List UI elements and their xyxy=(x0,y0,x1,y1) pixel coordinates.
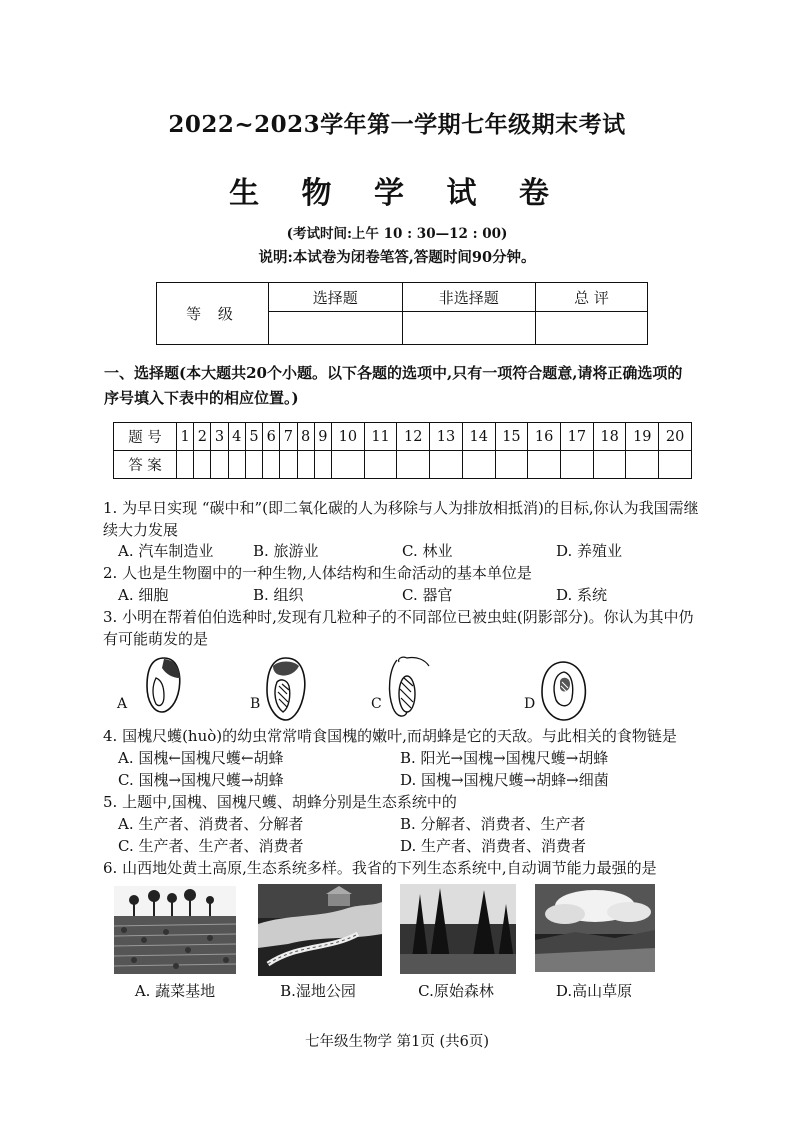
answer-row-num-label: 题 号 xyxy=(114,423,177,451)
exam-time: (考试时间:上午 10 : 30—12 : 00) xyxy=(286,226,508,242)
seed-a-figure xyxy=(144,656,184,714)
question-3-stem: 3. 小明在帮着伯伯选种时,发现有几粒种子的不同部位已被虫蛀(阴影部分)。你认为其中仍有可能萌发的是 xyxy=(103,608,694,648)
section-intro: 一、选择题(本大题共20个小题。以下各题的选项中,只有一项符合题意,请将正确选项的序号填入下表中的相应位置。) xyxy=(104,364,683,407)
answer-table xyxy=(113,422,692,479)
answer-cell-2[interactable] xyxy=(194,451,211,479)
question-2-stem: 2. 人也是生物圈中的一种生物,人体结构和生命活动的基本单位是 xyxy=(103,564,532,582)
answer-cell-6[interactable] xyxy=(263,451,280,479)
answer-cell-10[interactable] xyxy=(331,451,364,479)
photo-vegetable-base xyxy=(114,886,236,974)
photo-primeval-forest xyxy=(400,884,516,974)
q1-option-b: B. 旅游业 xyxy=(253,542,319,560)
grade-label: 等 级 xyxy=(157,283,269,345)
grade-cell-total[interactable] xyxy=(536,312,648,345)
question-number-17: 17 xyxy=(561,423,594,451)
question-number-18: 18 xyxy=(593,423,626,451)
answer-cell-17[interactable] xyxy=(561,451,594,479)
seed-a-label: A xyxy=(117,696,128,712)
question-number-2: 2 xyxy=(194,423,211,451)
subject-title: 生 物 学 试 卷 xyxy=(229,176,565,211)
question-number-5: 5 xyxy=(245,423,262,451)
question-5-stem: 5. 上题中,国槐、国槐尺蠖、胡蜂分别是生态系统中的 xyxy=(103,793,457,811)
question-1-stem: 1. 为早日实现 “碳中和”(即二氧化碳的人为移除与人为排放相抵消)的目标,你认为我国需继续大力发展 xyxy=(103,499,699,539)
question-number-14: 14 xyxy=(462,423,495,451)
question-number-8: 8 xyxy=(297,423,314,451)
q5-option-c: C. 生产者、生产者、消费者 xyxy=(118,837,304,855)
question-number-20: 20 xyxy=(659,423,692,451)
q2-option-d: D. 系统 xyxy=(556,586,608,604)
question-number-19: 19 xyxy=(626,423,659,451)
answer-cell-9[interactable] xyxy=(314,451,331,479)
answer-row-ans-label: 答 案 xyxy=(114,451,177,479)
answer-cell-12[interactable] xyxy=(397,451,430,479)
question-number-16: 16 xyxy=(528,423,561,451)
seed-d-figure xyxy=(538,660,590,722)
answer-cell-20[interactable] xyxy=(659,451,692,479)
seed-d-label: D xyxy=(524,696,536,712)
q1-option-d: D. 养殖业 xyxy=(556,542,623,560)
page-footer: 七年级生物学 第1页 (共6页) xyxy=(305,1034,489,1050)
question-number-7: 7 xyxy=(280,423,297,451)
seed-b-figure xyxy=(263,656,309,722)
grade-col-total: 总 评 xyxy=(536,283,648,312)
seed-b-label: B xyxy=(250,696,261,712)
grade-cell-nonchoice[interactable] xyxy=(402,312,536,345)
photo-b-caption: B.湿地公园 xyxy=(280,982,356,1000)
exam-title: 2022~2023学年第一学期七年级期末考试 xyxy=(168,111,626,138)
q2-option-b: B. 组织 xyxy=(253,586,304,604)
question-number-12: 12 xyxy=(397,423,430,451)
grade-col-choice: 选择题 xyxy=(268,283,402,312)
answer-cell-4[interactable] xyxy=(228,451,245,479)
question-4-stem: 4. 国槐尺蠖(huò)的幼虫常常啃食国槐的嫩叶,而胡蜂是它的天敌。与此相关的食物链是 xyxy=(103,727,677,745)
answer-cell-8[interactable] xyxy=(297,451,314,479)
answer-cell-19[interactable] xyxy=(626,451,659,479)
q2-option-a: A. 细胞 xyxy=(118,586,169,604)
question-number-3: 3 xyxy=(211,423,228,451)
q2-option-c: C. 器官 xyxy=(402,586,453,604)
exam-note: 说明:本试卷为闭卷笔答,答题时间90分钟。 xyxy=(258,249,536,266)
answer-cell-16[interactable] xyxy=(528,451,561,479)
q5-option-d: D. 生产者、消费者、消费者 xyxy=(400,837,587,855)
q5-option-a: A. 生产者、消费者、分解者 xyxy=(118,815,304,833)
photo-d-caption: D.高山草原 xyxy=(555,982,633,1000)
question-6-stem: 6. 山西地处黄土高原,生态系统多样。我省的下列生态系统中,自动调节能力最强的是 xyxy=(103,859,657,877)
answer-cell-13[interactable] xyxy=(430,451,463,479)
q1-option-c: C. 林业 xyxy=(402,542,453,560)
answer-cell-3[interactable] xyxy=(211,451,228,479)
question-number-11: 11 xyxy=(364,423,397,451)
seed-c-label: C xyxy=(371,696,382,712)
answer-cell-18[interactable] xyxy=(593,451,626,479)
q4-option-c: C. 国槐→国槐尺蠖→胡蜂 xyxy=(118,771,284,789)
question-number-4: 4 xyxy=(228,423,245,451)
answer-cell-7[interactable] xyxy=(280,451,297,479)
grade-col-nonchoice: 非选择题 xyxy=(402,283,536,312)
grade-cell-choice[interactable] xyxy=(268,312,402,345)
question-number-9: 9 xyxy=(314,423,331,451)
answer-cell-14[interactable] xyxy=(462,451,495,479)
photo-a-caption: A. 蔬菜基地 xyxy=(134,982,216,1000)
q4-option-d: D. 国槐→国槐尺蠖→胡蜂→细菌 xyxy=(400,771,609,789)
answer-cell-11[interactable] xyxy=(364,451,397,479)
answer-cell-1[interactable] xyxy=(177,451,194,479)
q1-option-a: A. 汽车制造业 xyxy=(118,542,214,560)
q5-option-b: B. 分解者、消费者、生产者 xyxy=(400,815,586,833)
answer-cell-5[interactable] xyxy=(245,451,262,479)
photo-wetland-park xyxy=(258,884,382,976)
question-number-15: 15 xyxy=(495,423,528,451)
seed-c-figure xyxy=(383,656,435,720)
photo-c-caption: C.原始森林 xyxy=(418,982,494,1000)
question-number-1: 1 xyxy=(177,423,194,451)
q4-option-b: B. 阳光→国槐→国槐尺蠖→胡蜂 xyxy=(400,749,609,767)
grade-table xyxy=(156,282,648,345)
q4-option-a: A. 国槐←国槐尺蠖←胡蜂 xyxy=(118,749,284,767)
answer-cell-15[interactable] xyxy=(495,451,528,479)
question-number-6: 6 xyxy=(263,423,280,451)
question-number-13: 13 xyxy=(430,423,463,451)
photo-alpine-meadow xyxy=(535,884,655,972)
question-number-10: 10 xyxy=(331,423,364,451)
